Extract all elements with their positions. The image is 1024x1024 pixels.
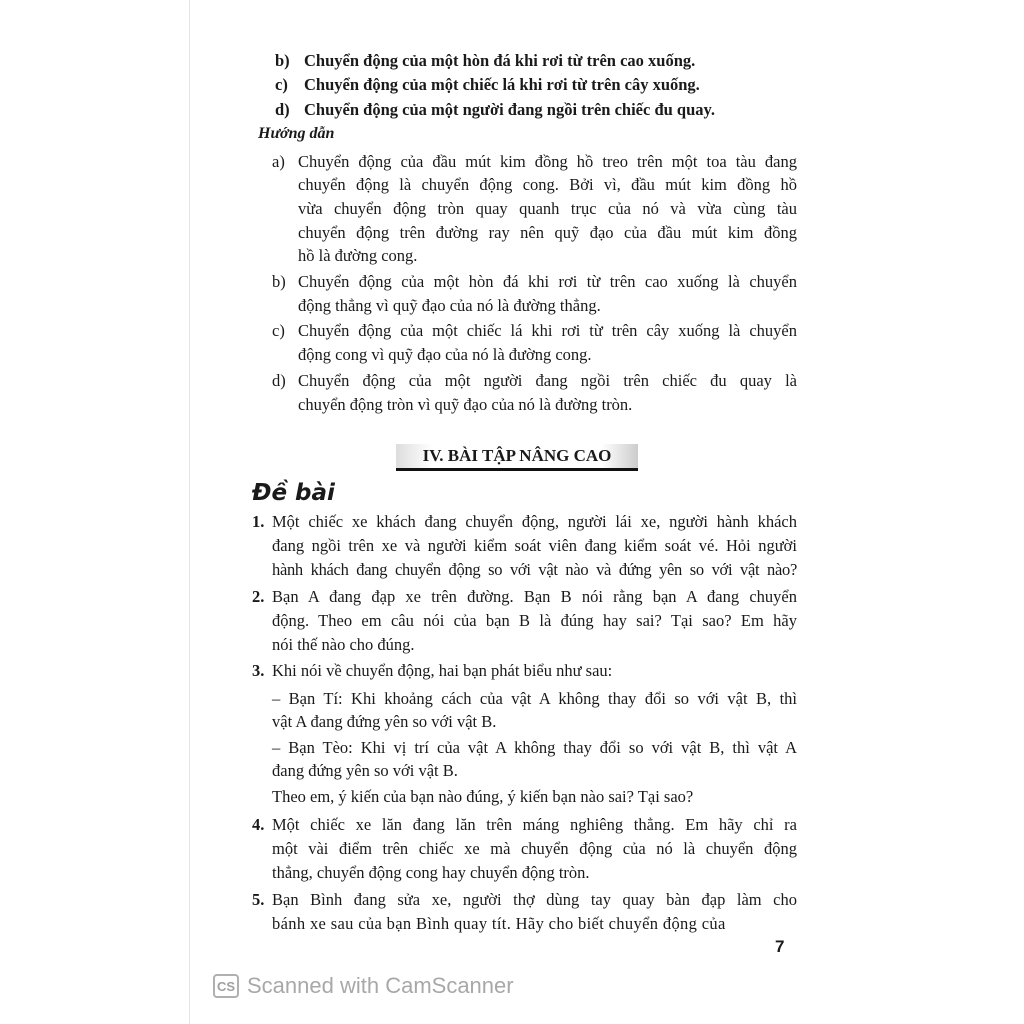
exercise-line: đang ngồi trên xe và người kiểm soát viên đang kiểm soát vé. Hỏi người xyxy=(272,536,797,555)
item-label: b) xyxy=(275,51,290,70)
guide-label: a) xyxy=(272,152,285,171)
guide-line: chuyển động tròn vì quỹ đạo của nó là đường tròn. xyxy=(298,395,633,414)
guide-line: Chuyển động của đầu mút kim đồng hồ treo trên một toa tàu đang xyxy=(298,152,797,171)
exercise-number: 4. xyxy=(252,815,265,834)
guide-line: động cong vì quỹ đạo của nó là đường cong. xyxy=(298,345,592,364)
guide-line: Chuyển động của một người đang ngồi trên chiếc đu quay là xyxy=(298,371,797,390)
exercise-line: Bạn A đang đạp xe trên đường. Bạn B nói rằng bạn A đang chuyển xyxy=(272,587,797,606)
guide-line: vừa chuyển động tròn quay quanh trục của nó và vừa cùng tàu xyxy=(298,199,797,218)
opinion-line: – Bạn Tí: Khi khoảng cách của vật A không thay đổi so với vật B, thì xyxy=(272,689,797,708)
page-number: 7 xyxy=(775,937,785,956)
exercise-number: 2. xyxy=(252,587,265,606)
guide-label: d) xyxy=(272,371,286,390)
exercise-heading: Đề bài xyxy=(252,480,335,506)
opinion-line: vật A đang đứng yên so với vật B. xyxy=(272,712,497,731)
exercise-line: Một chiếc xe lăn đang lăn trên máng nghiêng thẳng. Em hãy chỉ ra xyxy=(272,815,797,834)
guide-line: Chuyển động của một hòn đá khi rơi từ trên cao xuống là chuyển xyxy=(298,272,797,291)
exercise-line: một vài điểm trên chiếc xe mà chuyển động của nó là chuyển động xyxy=(272,839,797,858)
opinion-line: – Bạn Tèo: Khi vị trí của vật A không thay đổi so với vật B, thì vật A xyxy=(272,738,797,757)
item-text: Chuyển động của một người đang ngồi trên chiếc đu quay. xyxy=(304,100,715,119)
guide-line: động thẳng vì quỹ đạo của nó là đường thẳng. xyxy=(298,296,601,315)
watermark-text: Scanned with CamScanner xyxy=(247,973,514,998)
exercise-line: Khi nói về chuyển động, hai bạn phát biểu như sau: xyxy=(272,661,613,680)
guide-line: chuyển động trên đường ray nên quỹ đạo của đầu mút kim đồng xyxy=(298,223,797,242)
guide-label: c) xyxy=(272,321,285,340)
guide-label: b) xyxy=(272,272,286,291)
exercise-line: động. Theo em câu nói của bạn B là đúng hay sai? Tại sao? Em hãy xyxy=(272,611,797,630)
exercise-line: Bạn Bình đang sửa xe, người thợ dùng tay quay bàn đạp làm cho xyxy=(272,890,797,909)
item-label: d) xyxy=(275,100,290,119)
exercise-number: 1. xyxy=(252,512,265,531)
opinion-line: đang đứng yên so với vật B. xyxy=(272,761,458,780)
exercise-line: Một chiếc xe khách đang chuyển động, người lái xe, người hành khách xyxy=(272,512,797,531)
page-margin-line xyxy=(189,0,190,1024)
guide-line: Chuyển động của một chiếc lá khi rơi từ trên cây xuống là chuyển xyxy=(298,321,797,340)
guide-line: chuyển động là chuyển động cong. Bởi vì, đầu mút kim đồng hồ xyxy=(298,175,797,194)
question-line: Theo em, ý kiến của bạn nào đúng, ý kiến bạn nào sai? Tại sao? xyxy=(272,787,694,806)
item-label: c) xyxy=(275,75,288,94)
exercise-line: hành khách đang chuyển động so với vật nào và đứng yên so với vật nào? xyxy=(272,560,797,579)
item-text: Chuyển động của một hòn đá khi rơi từ trên cao xuống. xyxy=(304,51,696,70)
guide-heading: Hướng dẫn xyxy=(258,125,335,142)
exercise-number: 5. xyxy=(252,890,265,909)
camscanner-logo-icon: CS xyxy=(213,974,239,998)
section-heading: IV. BÀI TẬP NÂNG CAO xyxy=(396,444,638,471)
item-text: Chuyển động của một chiếc lá khi rơi từ trên cây xuống. xyxy=(304,75,700,94)
guide-line: hồ là đường cong. xyxy=(298,246,418,265)
camscanner-watermark xyxy=(213,973,514,999)
exercise-line: thẳng, chuyển động cong hay chuyển động tròn. xyxy=(272,863,590,882)
exercise-line: bánh xe sau của bạn Bình quay tít. Hãy cho biết chuyển động của xyxy=(272,914,726,933)
exercise-line: nói thế nào cho đúng. xyxy=(272,635,415,654)
exercise-number: 3. xyxy=(252,661,265,680)
